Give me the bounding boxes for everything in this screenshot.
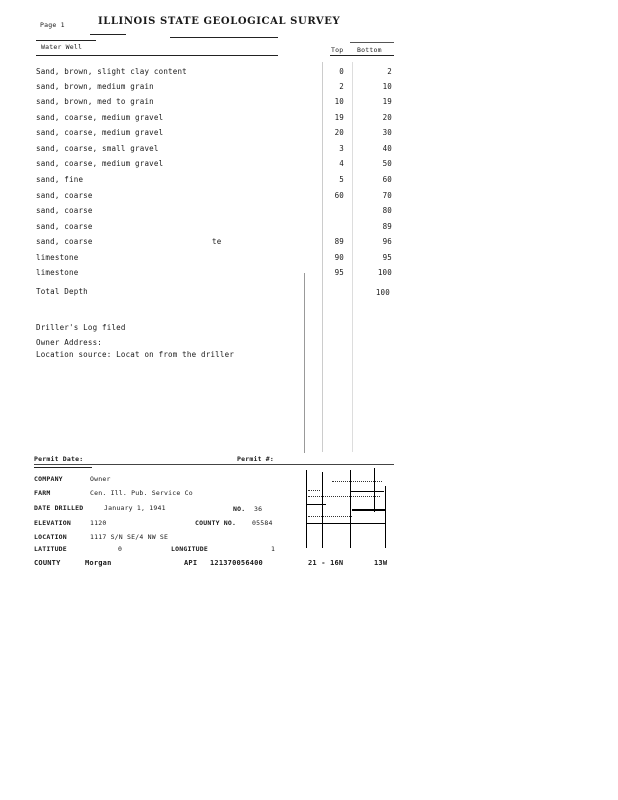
strata-description: sand, brown, med to grain bbox=[36, 97, 154, 106]
strata-description: sand, coarse, small gravel bbox=[36, 144, 159, 153]
strata-top: 0 bbox=[339, 67, 344, 76]
strata-description: limestone bbox=[36, 268, 79, 277]
grid-line bbox=[306, 470, 307, 548]
col-rule bbox=[330, 55, 394, 56]
permit-rule-short bbox=[34, 467, 92, 468]
section-township: 21 - 16N bbox=[308, 559, 344, 567]
well-no-label: NO. bbox=[233, 505, 246, 513]
grid-line bbox=[306, 523, 386, 524]
longitude-value: 1 bbox=[271, 545, 276, 553]
county-value: Morgan bbox=[85, 559, 112, 567]
strata-note: te bbox=[212, 237, 222, 246]
grid-line bbox=[306, 504, 326, 505]
total-depth-label: Total Depth bbox=[36, 287, 88, 296]
strata-bottom: 100 bbox=[377, 268, 392, 277]
permit-date-label: Permit Date: bbox=[34, 455, 84, 463]
strata-description: sand, coarse bbox=[36, 206, 93, 215]
strata-top: 20 bbox=[334, 128, 344, 137]
scan-line-left bbox=[304, 273, 305, 453]
well-no-value: 36 bbox=[254, 505, 263, 513]
header-rule-1 bbox=[90, 34, 126, 35]
survey-title: ILLINOIS STATE GEOLOGICAL SURVEY bbox=[98, 16, 341, 27]
well-type: Water Well bbox=[41, 43, 83, 51]
strata-bottom: 19 bbox=[382, 97, 392, 106]
strata-description: sand, coarse, medium gravel bbox=[36, 128, 164, 137]
strata-description: sand, coarse bbox=[36, 191, 93, 200]
strata-description: sand, coarse, medium gravel bbox=[36, 159, 164, 168]
col-bottom-header: Bottom bbox=[357, 46, 382, 54]
range-value: 13W bbox=[374, 559, 388, 567]
strata-bottom: 96 bbox=[382, 237, 392, 246]
grid-dotted-line bbox=[308, 516, 352, 517]
permit-number-label: Permit #: bbox=[237, 455, 275, 463]
company-label: COMPANY bbox=[34, 475, 63, 483]
strata-bottom: 50 bbox=[382, 159, 392, 168]
strata-description: limestone bbox=[36, 253, 79, 262]
elevation-label: ELEVATION bbox=[34, 519, 72, 527]
strata-bottom: 89 bbox=[382, 222, 392, 231]
grid-line bbox=[350, 491, 384, 492]
grid-line bbox=[352, 509, 386, 511]
scan-line-mid bbox=[322, 62, 323, 452]
grid-dotted-line bbox=[308, 490, 320, 491]
elevation-value: 1120 bbox=[90, 519, 107, 527]
strata-top: 4 bbox=[339, 159, 344, 168]
county-label: COUNTY bbox=[34, 559, 61, 567]
grid-line bbox=[322, 472, 323, 548]
strata-top: 3 bbox=[339, 144, 344, 153]
header-rule-2 bbox=[170, 37, 278, 38]
section-locator-map bbox=[306, 466, 396, 550]
driller-log-note: Driller's Log filed bbox=[36, 323, 126, 332]
strata-top: 95 bbox=[334, 268, 344, 277]
strata-top: 89 bbox=[334, 237, 344, 246]
strata-top: 60 bbox=[334, 191, 344, 200]
strata-bottom: 60 bbox=[382, 175, 392, 184]
strata-bottom: 20 bbox=[382, 113, 392, 122]
county-no-label: COUNTY NO. bbox=[195, 519, 237, 527]
strata-top: 5 bbox=[339, 175, 344, 184]
header-rule-3 bbox=[36, 40, 96, 41]
col-top-header: Top bbox=[331, 46, 344, 54]
grid-line bbox=[374, 468, 375, 512]
strata-bottom: 80 bbox=[382, 206, 392, 215]
strata-bottom: 30 bbox=[382, 128, 392, 137]
location-label: LOCATION bbox=[34, 533, 67, 541]
scan-line-right bbox=[352, 62, 353, 452]
strata-top: 90 bbox=[334, 253, 344, 262]
longitude-label: LONGITUDE bbox=[171, 545, 209, 553]
strata-description: sand, coarse bbox=[36, 222, 93, 231]
strata-description: Sand, brown, slight clay content bbox=[36, 67, 187, 76]
strata-description: sand, coarse bbox=[36, 237, 93, 246]
grid-dotted-line bbox=[308, 496, 380, 497]
farm-value: Cen. Ill. Pub. Service Co bbox=[90, 489, 193, 497]
total-depth-value: 100 bbox=[375, 288, 390, 297]
strata-bottom: 70 bbox=[382, 191, 392, 200]
strata-description: sand, fine bbox=[36, 175, 84, 184]
page-label: Page 1 bbox=[40, 21, 65, 29]
location-source-note: Location source: Locat on from the driller bbox=[36, 350, 235, 359]
strata-bottom: 10 bbox=[382, 82, 392, 91]
api-label: API bbox=[184, 559, 198, 567]
date-drilled-label: DATE DRILLED bbox=[34, 504, 84, 512]
grid-line bbox=[385, 486, 386, 548]
owner-address-note: Owner Address: bbox=[36, 338, 103, 347]
strata-top: 19 bbox=[334, 113, 344, 122]
latitude-value: 0 bbox=[118, 545, 123, 553]
location-value: 1117 S/N SE/4 NW SE bbox=[90, 533, 169, 541]
strata-top: 10 bbox=[334, 97, 344, 106]
county-no-value: 05584 bbox=[252, 519, 273, 527]
strata-bottom: 40 bbox=[382, 144, 392, 153]
permit-rule bbox=[34, 464, 394, 465]
strata-description: sand, brown, medium grain bbox=[36, 82, 154, 91]
strata-description: sand, coarse, medium gravel bbox=[36, 113, 164, 122]
well-rule bbox=[36, 55, 278, 56]
latitude-label: LATITUDE bbox=[34, 545, 67, 553]
api-value: 121370056400 bbox=[210, 559, 263, 567]
date-drilled-value: January 1, 1941 bbox=[104, 504, 166, 512]
strata-bottom: 2 bbox=[387, 67, 392, 76]
col-top-rule bbox=[350, 42, 394, 43]
strata-top: 2 bbox=[339, 82, 344, 91]
strata-bottom: 95 bbox=[382, 253, 392, 262]
farm-label: FARM bbox=[34, 489, 51, 497]
grid-dotted-line bbox=[332, 481, 382, 482]
company-value: Owner bbox=[90, 475, 111, 483]
